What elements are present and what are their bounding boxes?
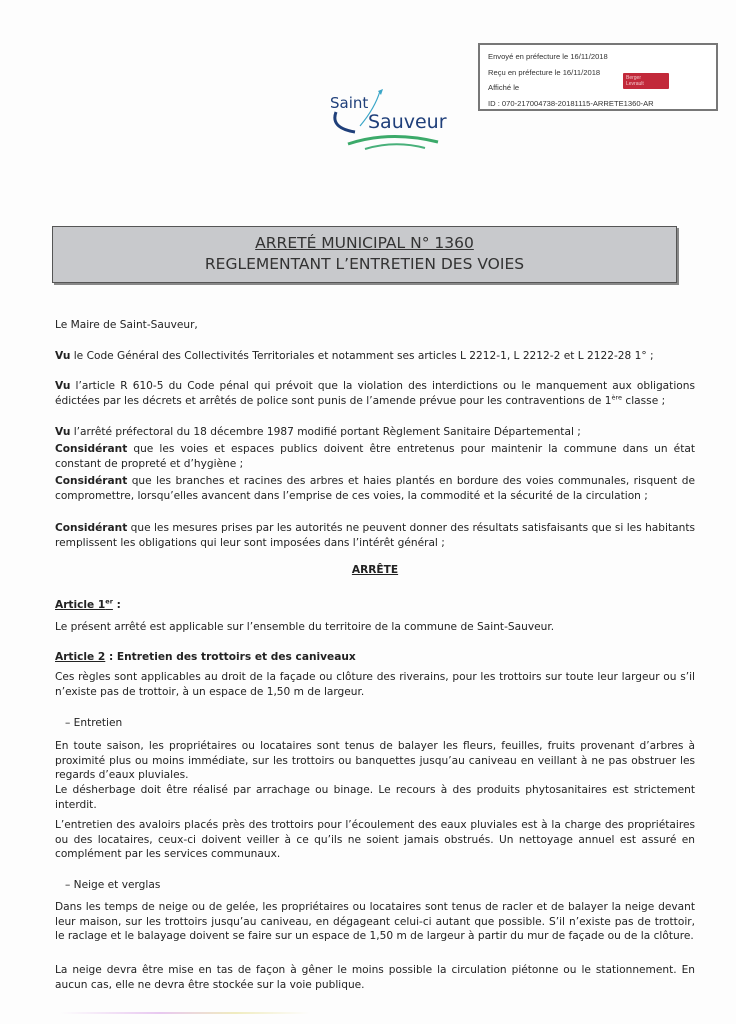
superscript: ère (611, 392, 623, 401)
preamble-item (55, 521, 695, 550)
preamble-item (55, 379, 695, 408)
section-heading-neige: – Neige et verglas (65, 879, 161, 891)
logo-text-sauveur: Sauveur (368, 111, 447, 133)
article1-heading (55, 598, 695, 613)
preamble-text: que les voies et espaces publics doivent être entretenus pour maintenir la commune dans un état constant de propreté et d’hygiène ; (55, 443, 695, 470)
logo-swoosh-green (348, 136, 438, 144)
intro-line: Le Maire de Saint-Sauveur, (55, 319, 198, 331)
stamp-posted: Affiché le (488, 83, 520, 92)
badge-line2: Levrault (626, 81, 644, 87)
article2-intro: Ces règles sont applicables au droit de la façade ou clôture des riverains, pour les trottoirs sur toute leur largeur ou s’il n’existe pas de trottoir, à un espace de 1,50 m de largeur. (55, 671, 695, 698)
article1-suffix: : (112, 599, 121, 611)
logo-text-saint: Saint (330, 94, 369, 112)
section-heading-entretien: – Entretien (65, 717, 123, 729)
paragraph: Dans les temps de neige ou de gelée, les propriétaires ou locataires sont tenus de racler et de balayer la neige devant leur maison, sur les trottoirs jusqu’au caniveau, en dégageant celui-ci autant que possible. S’il n’existe pas de trottoir, le raclage et le balayage doivent se faire sur un espace de 1,50 m de largeur à partir du mur de façade ou de la clôture. (55, 901, 695, 942)
preamble-text: classe ; (622, 394, 666, 407)
saint-sauveur-logo (320, 88, 465, 153)
preamble-lead: Considérant (55, 443, 128, 455)
decree-heading-text: ARRÊTE (351, 564, 399, 576)
preamble-lead: Considérant (55, 475, 128, 487)
paragraph: En toute saison, les propriétaires ou locataires sont tenus de balayer les fleurs, feuilles, fruits provenant d’arbres à proximité plus ou moins immédiate, sur les trottoirs ou banquettes jusqu’au caniveau en veillant à ne pas obstruer les regards d’eaux pluviales. (55, 740, 695, 781)
preamble-text: l’article R 610-5 du Code pénal qui prévoit que la violation des interdictions ou le manquement aux obligations édictées par les décrets et arrêtés de police sont punis de l’amende prévue pour les contraventions de 1 (55, 380, 695, 407)
stamp-received: Reçu en préfecture le 16/11/2018 (488, 67, 601, 77)
preamble-lead: Vu (55, 350, 71, 362)
badge-line1: Berger (626, 75, 642, 81)
logo-swoosh-green-small (365, 144, 425, 149)
scan-artifact (60, 1012, 310, 1014)
preamble-item (55, 349, 695, 364)
preamble-item (55, 474, 695, 503)
paragraph: Le désherbage doit être réalisé par arrachage ou binage. Le recours à des produits phytosanitaires est strictement interdit. (55, 784, 695, 811)
stamp-sent: Envoyé en préfecture le 16/11/2018 (488, 52, 608, 61)
superscript: er (105, 597, 113, 606)
decree-title-line2: REGLEMENTANT L’ENTRETIEN DES VOIES (204, 255, 525, 273)
preamble-text: que les branches et racines des arbres et haies plantés en bordure des voies communales, risquent de compromettre, lorsqu’elles avancent dans l’emprise de ces voies, la commodité et la sécurité de la circulation ; (55, 475, 695, 502)
article1-label (55, 599, 113, 611)
preamble-item (55, 425, 695, 440)
article2-label: Article 2 (55, 651, 106, 663)
article2-title: : Entretien des trottoirs et des caniveaux (105, 651, 356, 663)
preamble-lead: Considérant (55, 522, 128, 534)
paragraph: La neige devra être mise en tas de façon à gêner le moins possible la circulation piétonne ou le stationnement. En aucun cas, elle ne devra être stockée sur la voie publique. (55, 964, 695, 991)
preamble-item (55, 442, 695, 471)
article2-heading (55, 650, 695, 665)
logo-swoosh-blue (335, 112, 355, 132)
preamble-lead: Vu (55, 426, 71, 438)
paragraph: L’entretien des avaloirs placés près des trottoirs pour l’écoulement des eaux pluviales est à la charge des propriétaires ou des locataires, ceux-ci doivent veiller à ce qu’ils ne soient jamais obstrués. Un nettoyage annuel est assuré en complément par les services communaux. (55, 819, 695, 860)
preamble-text: que les mesures prises par les autorités ne peuvent donner des résultats satisfaisants que si les habitants remplissent les obligations qui leur sont imposées dans l’intérêt général ; (55, 522, 695, 549)
decree-heading (55, 563, 695, 578)
decree-title-box (52, 226, 677, 283)
preamble-lead: Vu (55, 380, 71, 392)
preamble-text: le Code Général des Collectivités Territoriales et notamment ses articles L 2212-1, L 2212-2 et L 2122-28 1° ; (70, 350, 654, 362)
preamble-text: l’arrêté préfectoral du 18 décembre 1987 modifié portant Règlement Sanitaire Départemental ; (70, 426, 581, 438)
berger-levrault-logo (623, 73, 669, 89)
article1-label-text: Article 1 (55, 599, 106, 611)
stamp-id: ID : 070-217004738-20181115-ARRETE1360-AR (488, 98, 654, 108)
prefecture-stamp (478, 43, 718, 111)
article1-text: Le présent arrêté est applicable sur l’ensemble du territoire de la commune de Saint-Sauveur. (55, 621, 555, 633)
decree-title-line1: ARRETÉ MUNICIPAL N° 1360 (255, 234, 474, 252)
